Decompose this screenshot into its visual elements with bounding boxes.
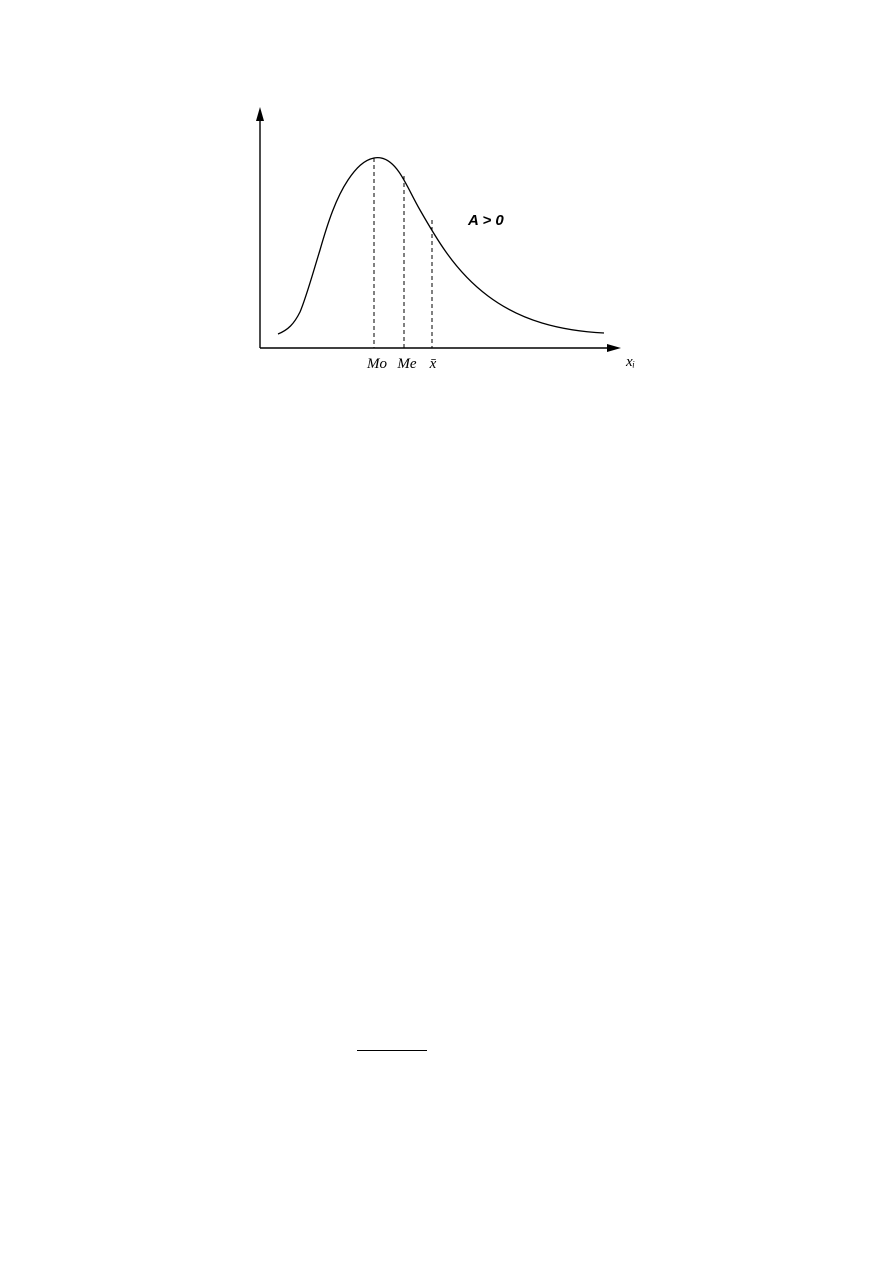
skewness-annotation: A > 0 <box>468 212 504 229</box>
median-label: Me <box>397 356 417 372</box>
skewness-chart <box>236 98 656 398</box>
footnote-separator <box>357 1050 427 1051</box>
x-axis <box>260 344 621 352</box>
mean-label: x̄ <box>429 356 437 372</box>
x-axis-label: xᵢ <box>626 354 636 370</box>
mode-label: Mo <box>367 356 387 372</box>
distribution-curve <box>278 158 604 334</box>
y-axis <box>256 107 264 348</box>
marker-lines <box>374 158 432 348</box>
